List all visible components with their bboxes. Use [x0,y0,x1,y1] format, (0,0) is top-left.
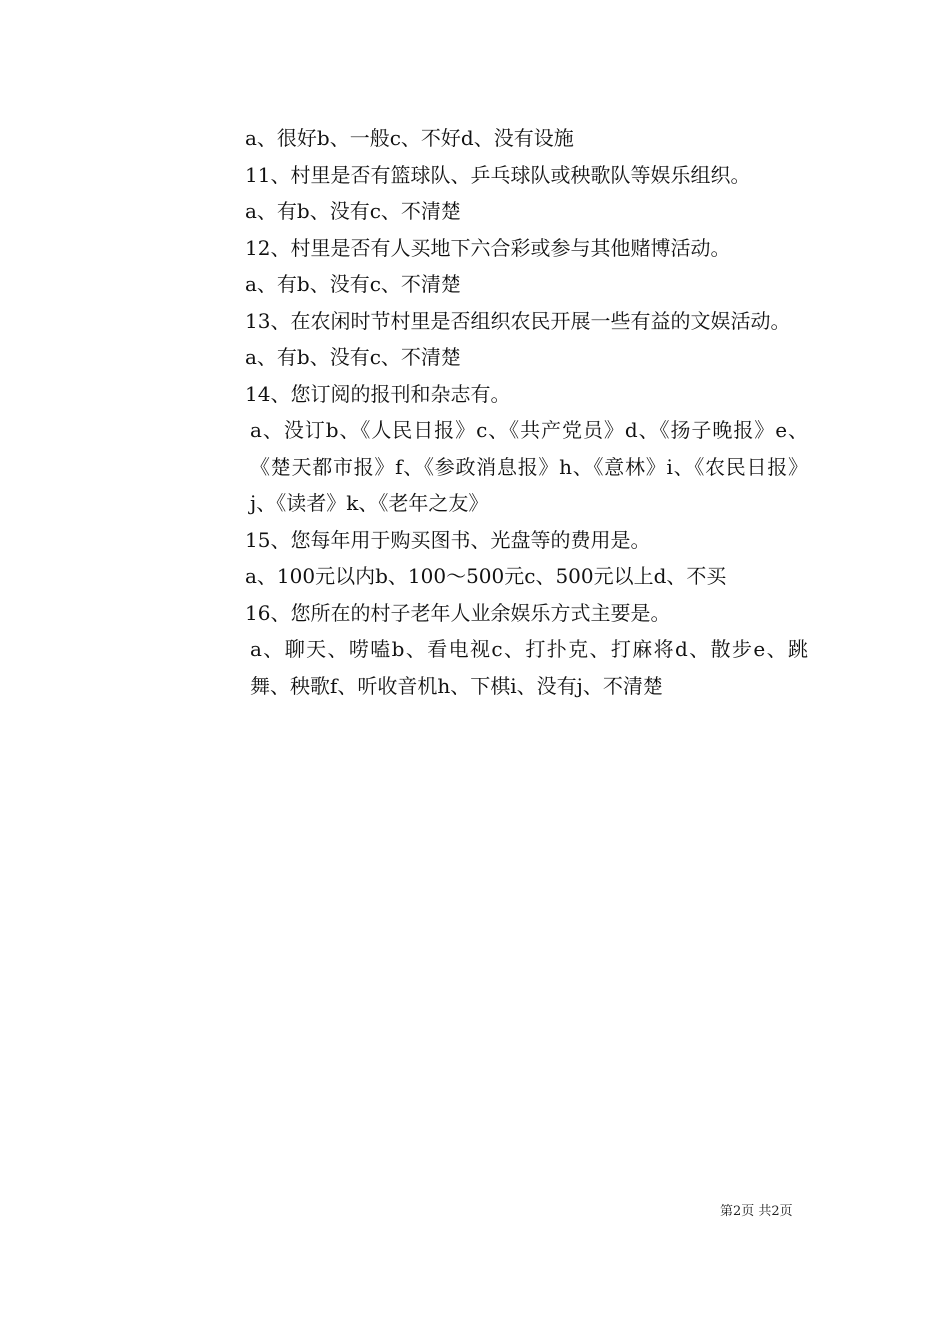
question-14: 14、您订阅的报刊和杂志有。 [245,381,511,406]
question-13: 13、在农闲时节村里是否组织农民开展一些有益的文娱活动。 [245,308,791,333]
question-16: 16、您所在的村子老年人业余娱乐方式主要是。 [245,600,671,625]
answer-options-11: a、有b、没有c、不清楚 [245,199,461,223]
question-15: 15、您每年用于购买图书、光盘等的费用是。 [245,527,651,552]
answer-options-13: a、有b、没有c、不清楚 [245,345,461,369]
answer-options-14: a、没订b、《人民日报》c、《共产党员》d、《扬子晚报》e、《楚天都市报》f、《参政消息报》h、《意林》i、《农民日报》j、《读者》k、《老年之友》 [250,418,808,515]
answer-options-15: a、100元以内b、100～500元c、500元以上d、不买 [245,564,727,588]
answer-options-12: a、有b、没有c、不清楚 [245,272,461,296]
answer-options-10: a、很好b、一般c、不好d、没有设施 [245,126,574,150]
question-12: 12、村里是否有人买地下六合彩或参与其他赌博活动。 [245,235,731,260]
answer-options-16: a、聊天、唠嗑b、看电视c、打扑克、打麻将d、散步e、跳舞、秧歌f、听收音机h、下棋i、没有j、不清楚 [250,637,808,698]
question-11: 11、村里是否有篮球队、乒乓球队或秧歌队等娱乐组织。 [245,162,751,187]
page-number-footer: 第2页 共2页 [720,1204,793,1219]
document-body [143,120,808,704]
